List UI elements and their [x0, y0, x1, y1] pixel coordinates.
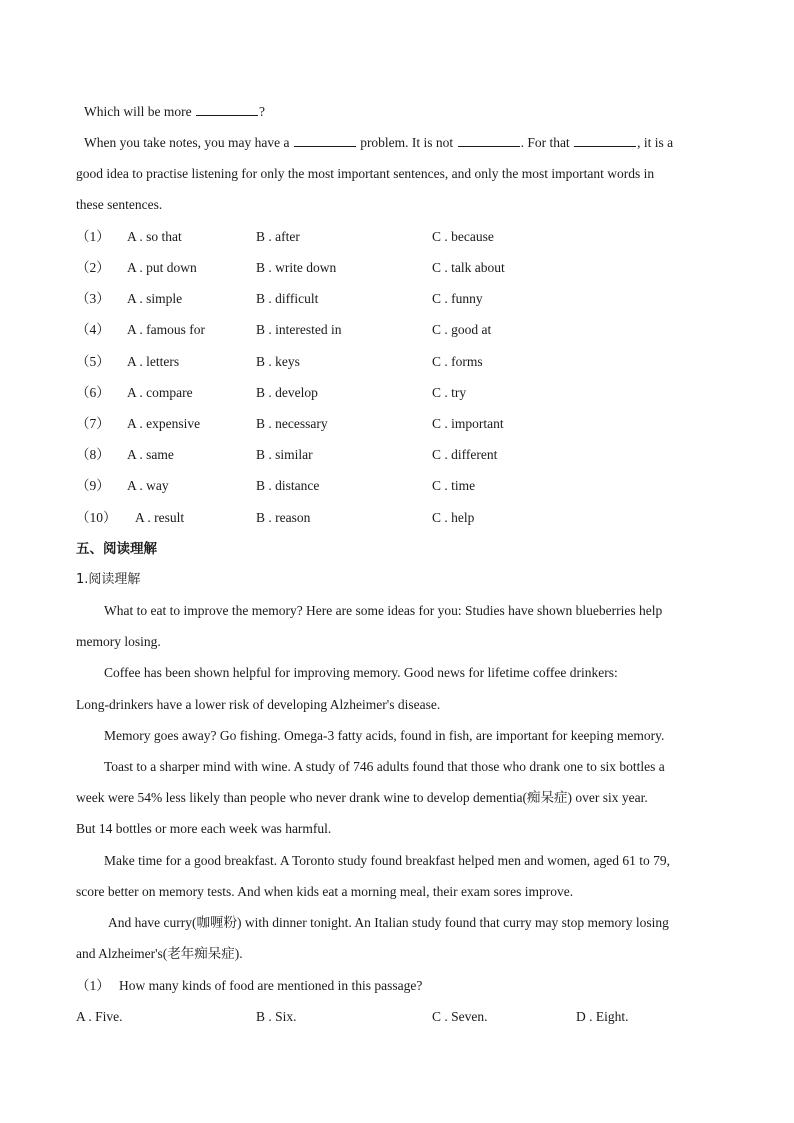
answer-blank	[294, 135, 356, 147]
passage-line: Memory goes away? Go fishing. Omega-3 fatty acids, found in fish, are important for keeping memory.	[104, 728, 665, 743]
option-a: A . result	[135, 510, 185, 525]
passage-line: Make time for a good breakfast. A Toronto study found breakfast helped men and women, aged 61 to 79,	[104, 853, 671, 868]
passage-line: But 14 bottles or more each week was harmful.	[76, 821, 332, 836]
passage-line: Toast to a sharper mind with wine. A study of 746 adults found that those who drank one to six bottles a	[104, 759, 665, 774]
choice-d: D . Eight.	[576, 1009, 629, 1024]
cloze-line-2	[84, 135, 673, 151]
option-b: B . interested in	[256, 322, 342, 337]
question-number: （1）	[76, 978, 110, 993]
question-number: （1）	[76, 229, 110, 244]
option-b: B . write down	[256, 260, 337, 275]
answer-blank	[574, 135, 636, 147]
option-a: A . expensive	[127, 416, 201, 431]
passage-line: Coffee has been shown helpful for improving memory. Good news for lifetime coffee drinkers:	[104, 665, 618, 680]
option-a: A . letters	[127, 354, 180, 369]
passage-line: And have curry(咖喱粉) with dinner tonight. An Italian study found that curry may stop memory losing	[108, 915, 669, 930]
option-b: B . reason	[256, 510, 311, 525]
option-b: B . similar	[256, 447, 313, 462]
option-c: C . because	[432, 229, 494, 244]
option-b: B . necessary	[256, 416, 328, 431]
option-c: C . talk about	[432, 260, 505, 275]
option-c: C . help	[432, 510, 475, 525]
option-a: A . same	[127, 447, 174, 462]
question-number: （4）	[76, 322, 110, 337]
option-a: A . simple	[127, 291, 183, 306]
question-text: How many kinds of food are mentioned in this passage?	[119, 978, 423, 993]
choice-a: A . Five.	[76, 1009, 123, 1024]
passage-line: Long-drinkers have a lower risk of developing Alzheimer's disease.	[76, 697, 441, 712]
question-number: （5）	[76, 354, 110, 369]
option-a: A . put down	[127, 260, 197, 275]
option-c: C . important	[432, 416, 504, 431]
passage-line: score better on memory tests. And when kids eat a morning meal, their exam sores improve.	[76, 884, 574, 899]
cloze-line-3: good idea to practise listening for only the most important sentences, and only the most important words in	[76, 166, 655, 181]
passage-line: What to eat to improve the memory? Here are some ideas for you: Studies have shown blueberries help	[104, 603, 663, 618]
cloze-text: Which will be more	[84, 104, 192, 119]
cloze-line-4: these sentences.	[76, 197, 163, 212]
question-number: （6）	[76, 385, 110, 400]
cloze-text: problem. It is not	[360, 135, 454, 150]
option-c: C . try	[432, 385, 467, 400]
cloze-text: . For that	[520, 135, 570, 150]
cloze-text: When you take notes, you may have a	[84, 135, 290, 150]
option-b: B . after	[256, 229, 300, 244]
passage-line: week were 54% less likely than people who never drank wine to develop dementia(痴呆症) over six year.	[76, 790, 648, 805]
answer-blank	[196, 104, 258, 116]
passage-line: memory losing.	[76, 634, 161, 649]
option-a: A . famous for	[127, 322, 205, 337]
question-number: （7）	[76, 416, 110, 431]
question-number: （2）	[76, 260, 110, 275]
question-number: （9）	[76, 478, 110, 493]
passage-line: and Alzheimer's(老年痴呆症).	[76, 946, 243, 961]
option-c: C . different	[432, 447, 498, 462]
option-b: B . develop	[256, 385, 318, 400]
question-number: （3）	[76, 291, 110, 306]
cloze-text: ?	[258, 104, 265, 119]
option-b: B . distance	[256, 478, 320, 493]
question-number: （10）	[76, 510, 117, 525]
option-c: C . good at	[432, 322, 492, 337]
choice-b: B . Six.	[256, 1009, 297, 1024]
option-c: C . time	[432, 478, 476, 493]
section-heading: 五、阅读理解	[76, 541, 157, 557]
option-b: B . keys	[256, 354, 300, 369]
question-number: （8）	[76, 447, 110, 462]
answer-blank	[458, 135, 520, 147]
option-c: C . funny	[432, 291, 483, 306]
option-a: A . way	[127, 478, 169, 493]
option-a: A . compare	[127, 385, 193, 400]
option-c: C . forms	[432, 354, 483, 369]
option-a: A . so that	[127, 229, 182, 244]
cloze-line-1	[84, 104, 265, 120]
choice-c: C . Seven.	[432, 1009, 488, 1024]
cloze-text: , it is a	[637, 135, 674, 150]
sub-heading: 1.阅读理解	[76, 572, 141, 587]
option-b: B . difficult	[256, 291, 319, 306]
